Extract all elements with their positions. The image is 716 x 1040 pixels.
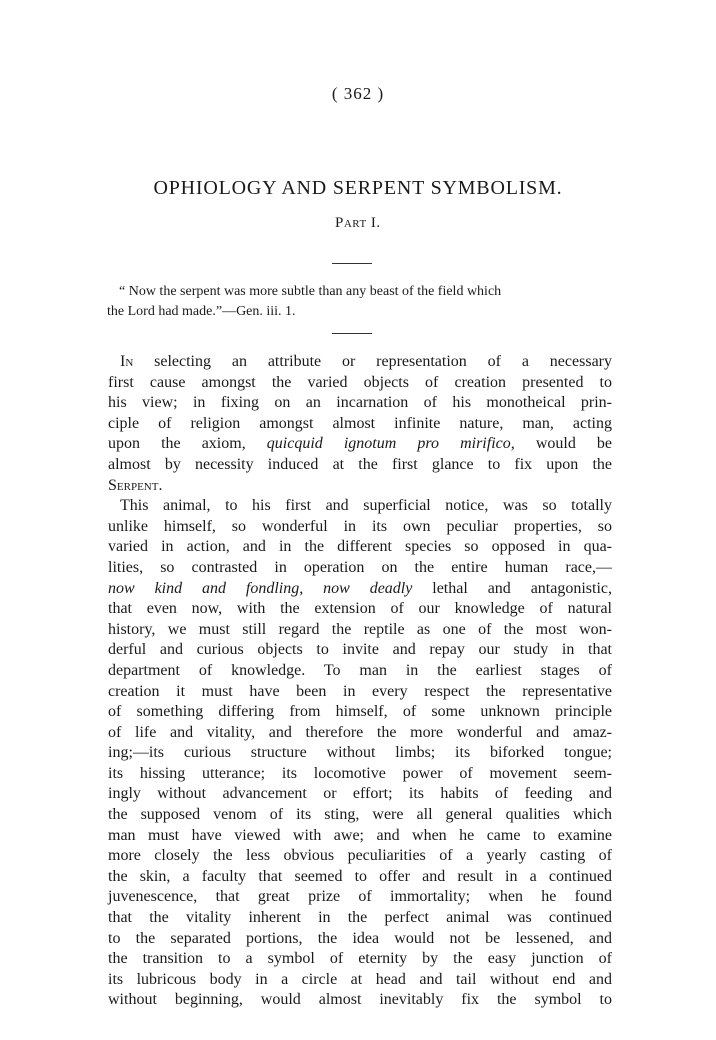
text-line: varied in action, and in the different species so opposed in qua- (108, 538, 612, 556)
text-line: derful and curious objects to invite and repay our study in that (108, 641, 612, 659)
epigraph-line: the Lord had made.”—Gen. iii. 1. (107, 304, 296, 319)
article-title: OPHIOLOGY AND SERPENT SYMBOLISM. (153, 177, 563, 199)
text-line: This animal, to his first and superficial notice, was so totally (120, 497, 612, 515)
divider-rule (332, 333, 372, 334)
text-line: his view; in fixing on an incarnation of his monotheical prin- (108, 394, 612, 412)
text-line: the supposed venom of its sting, were all general qualities which (108, 806, 612, 824)
text-line: of something differing from himself, of some unknown principle (108, 703, 612, 721)
italic-phrase: now kind and fondling, now deadly (108, 579, 413, 597)
text-line: creation it must have been in every respect the representative (108, 682, 612, 700)
divider-rule (332, 263, 372, 264)
drop-word: In (120, 353, 134, 370)
epigraph (107, 282, 612, 322)
text-line: to the separated portions, the idea would not be lessened, and (108, 929, 612, 947)
text-line: Serpent. (108, 476, 163, 494)
text-line: that even now, with the extension of our knowledge of natural (108, 600, 612, 618)
text-line: department of knowledge. To man in the earliest stages of (108, 661, 612, 679)
text-line: that the vitality inherent in the perfect animal was continued (108, 909, 612, 927)
text-line: man must have viewed with awe; and when he came to examine (108, 826, 612, 844)
text-line: more closely the less obvious peculiarities of a yearly casting of (108, 847, 612, 865)
epigraph-line: “ Now the serpent was more subtle than any beast of the field which (119, 284, 502, 299)
text-line: upon the axiom, quicquid ignotum pro mirifico, would be (108, 435, 613, 453)
text-line: unlike himself, so wonderful in its own peculiar properties, so (108, 517, 612, 535)
text-line: without beginning, would almost inevitably fix the symbol to (108, 991, 612, 1009)
text-line: ciple of religion amongst almost infinite nature, man, acting (108, 414, 612, 432)
text-line: the transition to a symbol of eternity by the easy junction of (108, 950, 612, 968)
text-line: its lubricous body in a circle at head and tail without end and (108, 970, 612, 988)
latin-phrase: quicquid ignotum pro mirifico, (266, 435, 515, 453)
text-line: lities, so contrasted in operation on the entire human race,— (108, 558, 612, 576)
part-heading: Part I. (335, 215, 381, 231)
text-line: its hissing utterance; its locomotive power of movement seem- (108, 764, 612, 782)
text-line: juvenescence, that great prize of immortality; when he found (108, 888, 612, 906)
text-line: In selecting an attribute or representation of a necessary (120, 353, 612, 370)
text-line: ing;—its curious structure without limbs; its biforked tongue; (108, 744, 612, 762)
text-line: of life and vitality, and therefore the more wonderful and amaz- (108, 723, 612, 741)
body-text (108, 352, 612, 1011)
text-line: almost by necessity induced at the first glance to fix upon the (108, 455, 612, 473)
text-line: now kind and fondling, now deadly lethal and antagonistic, (108, 579, 613, 597)
text-line: ingly without advancement or effort; its habits of feeding and (108, 785, 612, 803)
text-line: first cause amongst the varied objects of creation presented to (108, 373, 612, 391)
page-number: ( 362 ) (331, 84, 385, 103)
text-line: history, we must still regard the reptile as one of the most won- (108, 620, 612, 638)
text-line: the skin, a faculty that seemed to offer and result in a continued (108, 867, 612, 885)
